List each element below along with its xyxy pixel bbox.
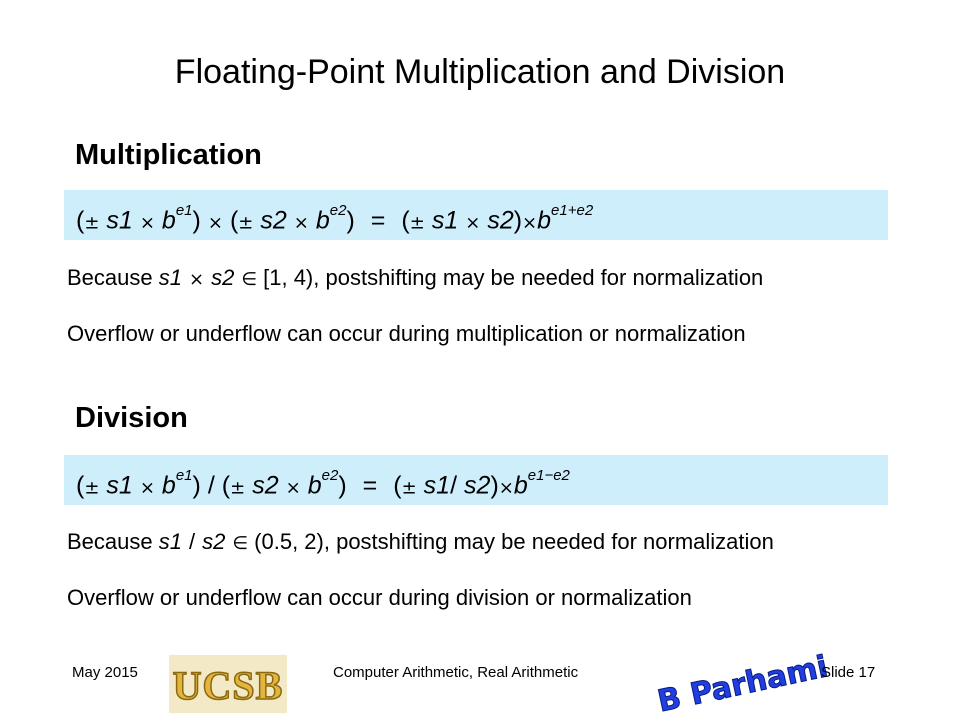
exp-e1-minus-e2: e1−e2 — [527, 467, 570, 484]
times-symbol: × — [465, 212, 481, 234]
var-s2: s2 — [202, 529, 226, 554]
var-b: b — [161, 206, 176, 235]
note-prefix: Because — [67, 265, 159, 290]
times-symbol: × — [498, 477, 514, 499]
var-s2: s2 — [487, 206, 514, 235]
multiplication-heading: Multiplication — [75, 139, 262, 171]
element-of-symbol: ∈ — [241, 269, 258, 290]
exp-e1-plus-e2: e1+e2 — [551, 202, 594, 219]
times-symbol: × — [139, 212, 155, 234]
var-s2: s2 — [252, 471, 279, 500]
exp-e2: e2 — [321, 467, 339, 484]
paren-close: ) — [346, 206, 355, 235]
paren-open: ( — [76, 206, 85, 235]
var-b: b — [513, 471, 528, 500]
footer-date: May 2015 — [72, 664, 138, 681]
ucsb-logo — [169, 655, 287, 713]
var-b: b — [307, 471, 322, 500]
var-s1: s1 — [431, 206, 459, 235]
times-symbol: × — [522, 212, 538, 234]
plus-minus-symbol: ± — [230, 477, 246, 499]
equals-sign: = — [362, 471, 378, 500]
note-rest: (0.5, 2), postshifting may be needed for normalization — [248, 529, 774, 554]
plus-minus-symbol: ± — [401, 477, 417, 499]
footer-course: Computer Arithmetic, Real Arithmetic — [333, 664, 579, 681]
division-heading: Division — [75, 402, 188, 434]
slide-title: Floating-Point Multiplication and Division — [174, 53, 786, 91]
times-symbol: × — [188, 269, 205, 290]
var-s1: s1 — [158, 529, 182, 554]
plus-minus-symbol: ± — [84, 212, 100, 234]
var-s1: s1 — [106, 206, 133, 235]
paren-close: ) — [192, 471, 201, 500]
times-symbol: × — [207, 212, 223, 234]
paren-open: ( — [401, 206, 410, 235]
multiplication-formula — [64, 190, 888, 240]
var-s1: s1 — [106, 471, 133, 500]
var-s2: s2 — [211, 265, 235, 290]
footer-slide-number: Slide 17 — [821, 664, 876, 681]
signature-logo-text: B Parhami — [654, 649, 831, 720]
multiplication-normalization-note — [67, 264, 763, 294]
plus-minus-symbol: ± — [409, 212, 425, 234]
var-b: b — [161, 471, 176, 500]
paren-open: ( — [229, 206, 239, 235]
multiplication-overflow-note: Overflow or underflow can occur during multiplication or normalization — [67, 321, 746, 346]
var-s2: s2 — [260, 206, 287, 235]
division-slash: / — [188, 529, 196, 554]
paren-close: ) — [513, 206, 523, 235]
paren-open: ( — [221, 471, 231, 500]
paren-close: ) — [338, 471, 347, 500]
division-slash: / — [450, 471, 458, 500]
paren-close: ) — [490, 471, 499, 500]
exp-e1: e1 — [175, 202, 193, 219]
var-s1: s1 — [158, 265, 182, 290]
plus-minus-symbol: ± — [84, 477, 100, 499]
paren-close: ) — [192, 206, 201, 235]
paren-open: ( — [76, 471, 85, 500]
note-prefix: Because — [67, 529, 159, 554]
equals-sign: = — [370, 206, 386, 235]
division-overflow-note: Overflow or underflow can occur during division or normalization — [67, 585, 692, 610]
times-symbol: × — [293, 212, 309, 234]
division-normalization-note — [67, 528, 774, 558]
times-symbol: × — [139, 477, 155, 499]
note-rest: [1, 4), postshifting may be needed for normalization — [257, 265, 764, 290]
paren-open: ( — [393, 471, 402, 500]
plus-minus-symbol: ± — [238, 212, 254, 234]
ucsb-logo-text: UCSB — [172, 663, 284, 708]
signature-logo — [654, 648, 831, 720]
times-symbol: × — [285, 477, 301, 499]
var-s1: s1 — [423, 471, 451, 500]
division-formula — [64, 455, 888, 505]
var-s2: s2 — [464, 471, 491, 500]
element-of-symbol: ∈ — [232, 533, 249, 554]
exp-e1: e1 — [175, 467, 193, 484]
var-b: b — [315, 206, 330, 235]
exp-e2: e2 — [329, 202, 347, 219]
division-slash: / — [207, 471, 215, 500]
var-b: b — [537, 206, 552, 235]
